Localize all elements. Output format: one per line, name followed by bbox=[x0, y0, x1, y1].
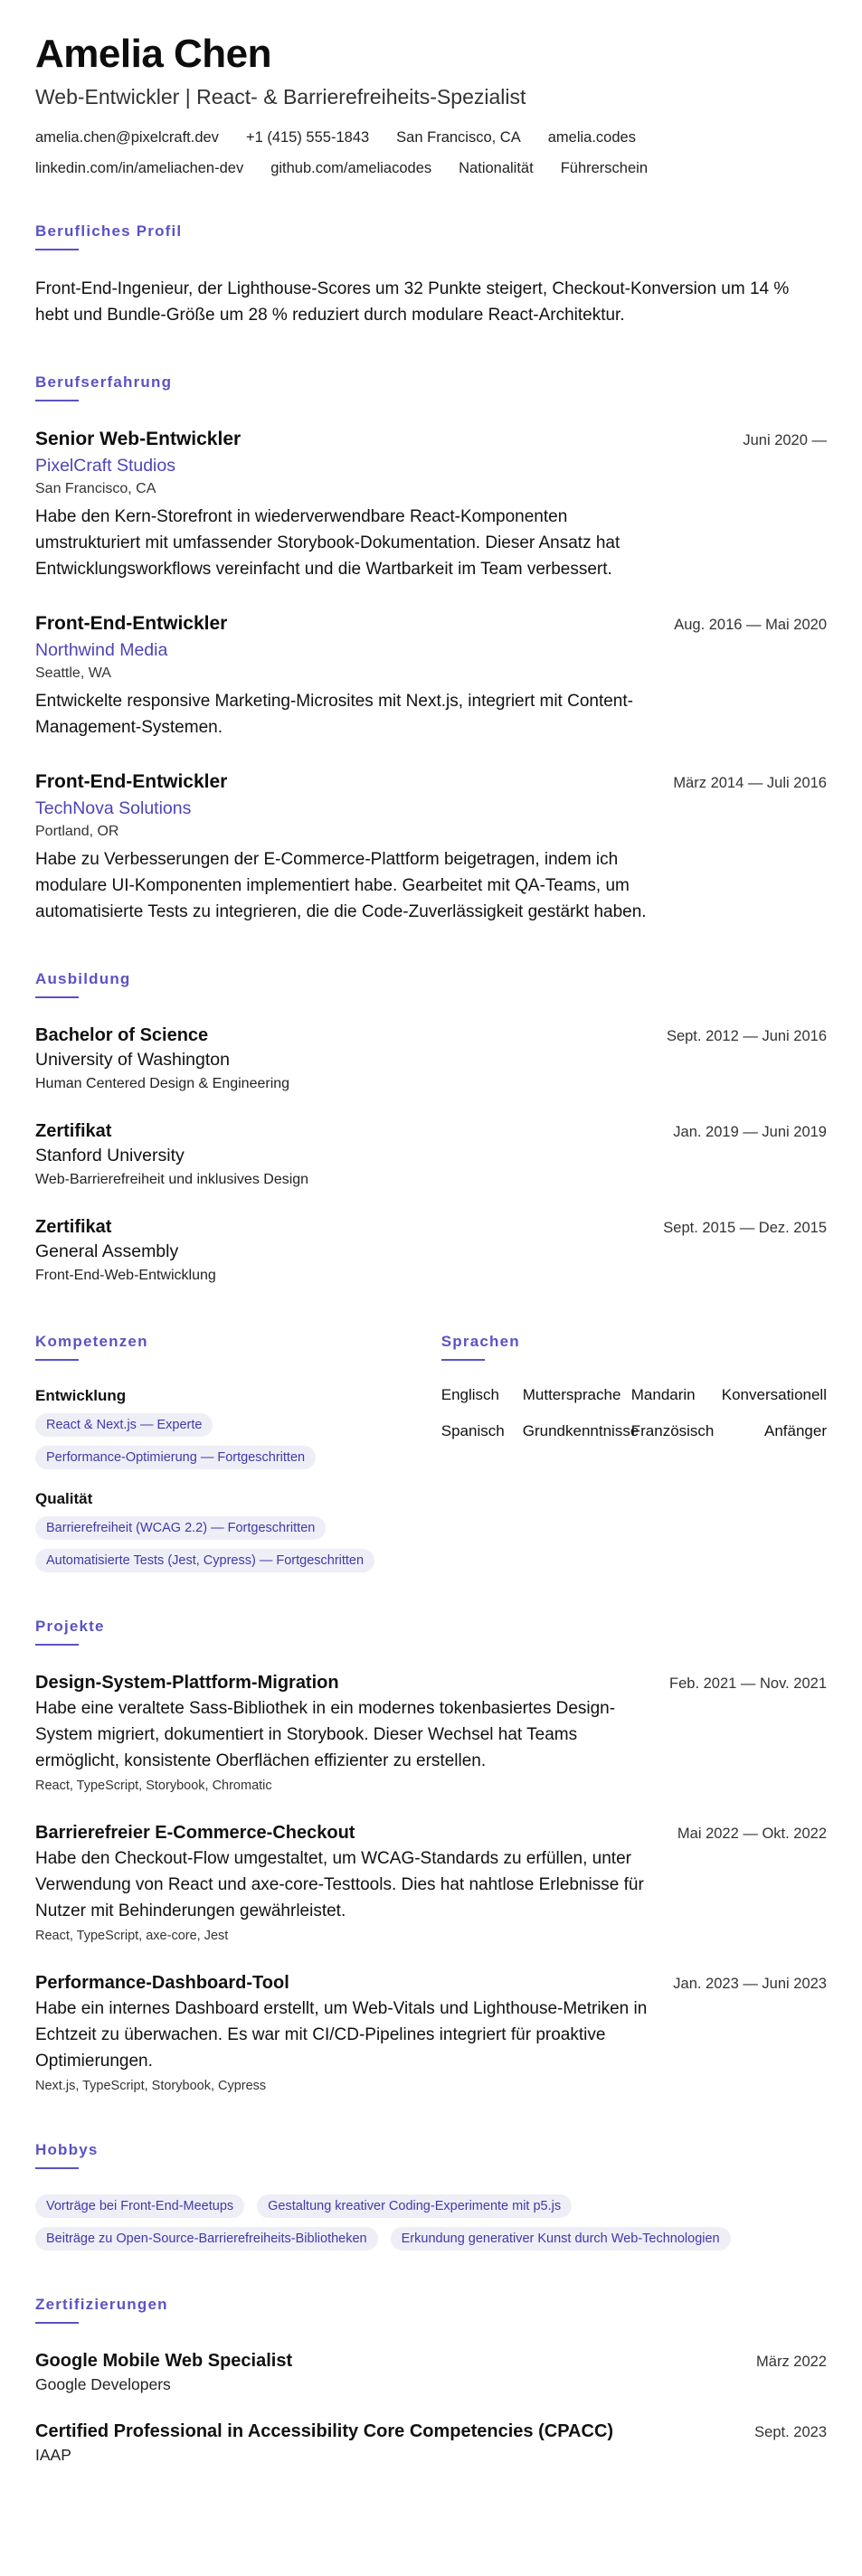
section-divider bbox=[35, 2322, 79, 2324]
edu-degree: Bachelor of Science bbox=[35, 1025, 209, 1045]
section-title-profile: Berufliches Profil bbox=[35, 222, 183, 240]
section-title-experience: Berufserfahrung bbox=[35, 373, 173, 391]
education-entry bbox=[35, 1024, 827, 1096]
project-description: Habe den Checkout-Flow umgestaltet, um WCAG-Standards zu erfüllen, unter Verwendung von React und axe-core-Testtools. Dies hat nahtlose Erlebnisse für Nutzer mit Behinderungen gewährleistet. bbox=[35, 1849, 644, 1920]
contact-nationality: Nationalität bbox=[459, 160, 534, 176]
projects-section bbox=[35, 1618, 827, 2096]
edu-school: Stanford University bbox=[35, 1146, 185, 1165]
cert-issuer: Google Developers bbox=[35, 2375, 171, 2393]
project-dates: Feb. 2021 — Nov. 2021 bbox=[669, 1675, 827, 1692]
experience-entry bbox=[35, 769, 827, 925]
job-description: Entwickelte responsive Marketing-Microsites mit Next.js, integriert mit Content-Management-Systemen. bbox=[35, 692, 633, 737]
section-divider bbox=[35, 2167, 79, 2169]
education-section bbox=[35, 970, 827, 1288]
project-tech: React, TypeScript, axe-core, Jest bbox=[35, 1929, 229, 1943]
job-location: Portland, OR bbox=[35, 824, 119, 839]
section-title-projects: Projekte bbox=[35, 1618, 105, 1635]
hobby-chip: Erkundung generativer Kunst durch Web-Technologien bbox=[391, 2227, 731, 2250]
project-name: Performance-Dashboard-Tool bbox=[35, 1973, 289, 1993]
section-divider bbox=[35, 996, 79, 998]
languages-column bbox=[441, 1333, 827, 1592]
edu-dates: Jan. 2019 — Juni 2019 bbox=[673, 1124, 827, 1140]
education-entry bbox=[35, 1119, 827, 1192]
skill-group-title: Entwicklung bbox=[35, 1387, 127, 1404]
language-level: Grundkenntnisse bbox=[522, 1422, 639, 1439]
profile-section bbox=[35, 222, 827, 328]
edu-field: Human Centered Design & Engineering bbox=[35, 1076, 290, 1091]
edu-degree: Zertifikat bbox=[35, 1121, 112, 1141]
section-title-hobbies: Hobbys bbox=[35, 2141, 99, 2158]
cert-date: Sept. 2023 bbox=[754, 2424, 827, 2440]
section-title-languages: Sprachen bbox=[440, 1333, 520, 1350]
project-name: Barrierefreier E-Commerce-Checkout bbox=[35, 1823, 355, 1843]
skill-group bbox=[35, 1386, 387, 1469]
hobby-chip: Vorträge bei Front-End-Meetups bbox=[35, 2194, 244, 2218]
edu-degree: Zertifikat bbox=[35, 1217, 112, 1237]
section-title-skills: Kompetenzen bbox=[35, 1333, 148, 1350]
section-divider bbox=[35, 1359, 79, 1361]
project-entry bbox=[35, 1671, 827, 1796]
section-divider bbox=[35, 1644, 79, 1646]
skill-chip: Barrierefreiheit (WCAG 2.2) — Fortgeschritten bbox=[35, 1516, 326, 1540]
candidate-headline: Web-Entwickler | React- & Barrierefreiheits-Spezialist bbox=[35, 85, 526, 109]
hobbies-section bbox=[35, 2141, 827, 2250]
project-dates: Mai 2022 — Okt. 2022 bbox=[677, 1826, 827, 1842]
skill-chip: Automatisierte Tests (Jest, Cypress) — Fortgeschritten bbox=[35, 1549, 374, 1572]
skills-languages-section bbox=[35, 1333, 827, 1592]
language-level: Muttersprache bbox=[522, 1386, 621, 1403]
edu-school: University of Washington bbox=[35, 1050, 230, 1070]
experience-section bbox=[35, 373, 827, 925]
project-entry bbox=[35, 1821, 827, 1946]
project-entry bbox=[35, 1971, 827, 2096]
project-name: Design-System-Plattform-Migration bbox=[35, 1673, 339, 1693]
hobby-chip: Gestaltung kreativer Coding-Experimente mit p5.js bbox=[257, 2194, 572, 2218]
job-company: Northwind Media bbox=[35, 640, 168, 660]
project-description: Habe eine veraltete Sass-Bibliothek in ein modernes tokenbasiertes Design-System migriert, dokumentiert in Storybook. Dieser Wechsel hat Teams ermöglicht, konsistente Oberflächen effizienter zu erstellen. bbox=[35, 1699, 616, 1770]
job-title: Front-End-Entwickler bbox=[35, 771, 228, 792]
contact-website[interactable]: amelia.codes bbox=[547, 129, 636, 146]
language-name: Französisch bbox=[630, 1422, 715, 1439]
language-name: Englisch bbox=[440, 1386, 500, 1403]
skills-column bbox=[35, 1333, 387, 1592]
candidate-name: Amelia Chen bbox=[35, 32, 272, 76]
language-level: Konversationell bbox=[721, 1386, 827, 1403]
skill-group-title: Qualität bbox=[35, 1490, 93, 1507]
hobby-list bbox=[35, 2194, 813, 2250]
section-divider bbox=[441, 1359, 485, 1361]
project-tech: Next.js, TypeScript, Storybook, Cypress bbox=[35, 2079, 267, 2093]
contact-location: San Francisco, CA bbox=[396, 129, 521, 146]
language-name: Spanisch bbox=[440, 1422, 505, 1439]
language-level: Anfänger bbox=[764, 1422, 827, 1439]
hobby-chip: Beiträge zu Open-Source-Barrierefreiheits-Bibliotheken bbox=[35, 2227, 378, 2250]
contact-email[interactable]: amelia.chen@pixelcraft.dev bbox=[35, 129, 219, 146]
experience-entry bbox=[35, 611, 827, 741]
project-dates: Jan. 2023 — Juni 2023 bbox=[673, 1976, 827, 1992]
section-title-education: Ausbildung bbox=[35, 970, 131, 987]
contact-license: Führerschein bbox=[560, 160, 648, 176]
job-description: Habe zu Verbesserungen der E-Commerce-Plattform beigetragen, indem ich modulare UI-Komponenten implementiert habe. Gearbeitet mit QA-Teams, um automatisierte Tests zu integrieren, die die Code-Zuverlässigkeit gestärkt haben. bbox=[35, 850, 647, 921]
section-divider bbox=[35, 400, 79, 401]
language-name: Mandarin bbox=[630, 1386, 696, 1403]
contact-linkedin[interactable]: linkedin.com/in/ameliachen-dev bbox=[35, 160, 244, 176]
cert-date: März 2022 bbox=[756, 2354, 827, 2370]
experience-entry bbox=[35, 427, 827, 582]
job-description: Habe den Kern-Storefront in wiederverwendbare React-Komponenten umstrukturiert mit umfassender Storybook-Dokumentation. Dieser Ansatz hat Entwicklungsworkflows vereinfacht und die Wartbarkeit im Team verbessert. bbox=[35, 507, 620, 579]
resume-header bbox=[35, 31, 827, 177]
contact-list bbox=[35, 128, 827, 177]
section-divider bbox=[35, 249, 79, 250]
edu-dates: Sept. 2015 — Dez. 2015 bbox=[663, 1220, 827, 1236]
section-title-certifications: Zertifizierungen bbox=[35, 2296, 168, 2313]
edu-school: General Assembly bbox=[35, 1241, 179, 1261]
certifications-section bbox=[35, 2296, 827, 2467]
certification-entry bbox=[35, 2420, 827, 2467]
edu-field: Web-Barrierefreiheit und inklusives Design bbox=[35, 1172, 309, 1187]
contact-github[interactable]: github.com/ameliacodes bbox=[270, 160, 432, 176]
cert-name: Google Mobile Web Specialist bbox=[35, 2351, 293, 2371]
job-dates: Juni 2020 — bbox=[743, 432, 827, 448]
edu-dates: Sept. 2012 — Juni 2016 bbox=[666, 1028, 827, 1044]
skill-chip: React & Next.js — Experte bbox=[35, 1413, 213, 1437]
cert-name: Certified Professional in Accessibility Core Competencies (CPACC) bbox=[35, 2421, 614, 2441]
skill-chip: Performance-Optimierung — Fortgeschritten bbox=[35, 1446, 316, 1469]
job-company: TechNova Solutions bbox=[35, 798, 192, 818]
job-dates: Aug. 2016 — Mai 2020 bbox=[674, 617, 827, 633]
job-location: San Francisco, CA bbox=[35, 481, 156, 496]
project-description: Habe ein internes Dashboard erstellt, um Web-Vitals und Lighthouse-Metriken in Echtzeit zu überwachen. Es war mit CI/CD-Pipelines integriert für proaktive Optimierungen. bbox=[35, 1999, 648, 2071]
education-entry bbox=[35, 1215, 827, 1288]
skill-group bbox=[35, 1489, 387, 1572]
job-dates: März 2014 — Juli 2016 bbox=[673, 775, 827, 791]
contact-phone[interactable]: +1 (415) 555-1843 bbox=[245, 129, 370, 146]
cert-issuer: IAAP bbox=[35, 2446, 71, 2464]
edu-field: Front-End-Web-Entwicklung bbox=[35, 1268, 216, 1283]
job-title: Front-End-Entwickler bbox=[35, 613, 228, 634]
project-tech: React, TypeScript, Storybook, Chromatic bbox=[35, 1779, 272, 1793]
profile-summary: Front-End-Ingenieur, der Lighthouse-Scores um 32 Punkte steigert, Checkout-Konversion um 14 % hebt und Bundle-Größe um 28 % reduziert durch modulare React-Architektur. bbox=[35, 279, 790, 325]
language-list bbox=[441, 1386, 827, 1440]
job-company: PixelCraft Studios bbox=[35, 456, 175, 476]
certification-entry bbox=[35, 2349, 827, 2396]
job-title: Senior Web-Entwickler bbox=[35, 429, 242, 449]
job-location: Seattle, WA bbox=[35, 665, 111, 681]
